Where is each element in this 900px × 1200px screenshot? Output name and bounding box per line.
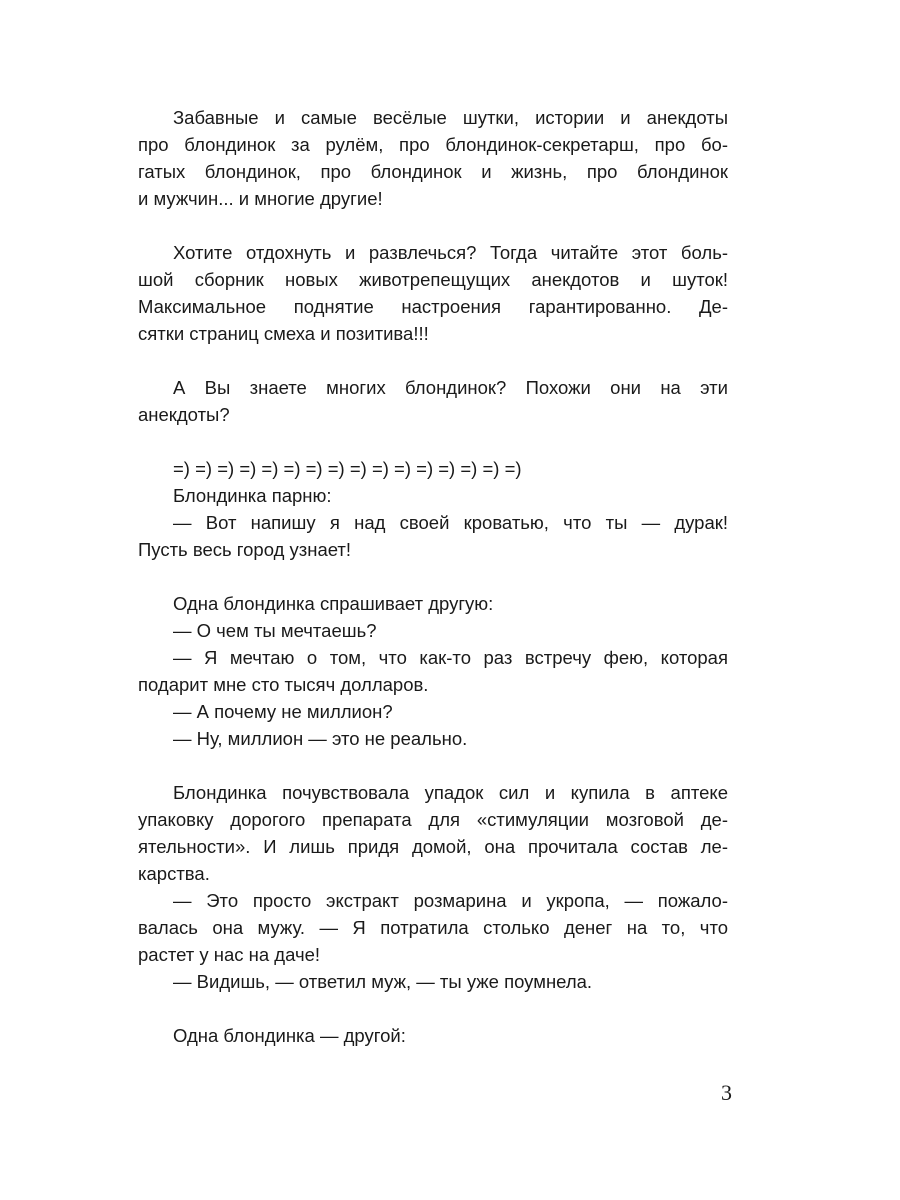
joke-4 xyxy=(138,1022,728,1049)
text-line: — Я мечтаю о том, что как-то раз встречу фею, которая xyxy=(173,647,728,668)
text-line: — Ну, миллион — это не реально. xyxy=(173,728,468,749)
paragraph-invitation xyxy=(138,239,728,347)
text-line: А Вы знаете многих блондинок? Похожи они на эти xyxy=(173,377,728,398)
text-line: карства. xyxy=(138,863,210,884)
text-line: ятельности». И лишь придя домой, она прочитала состав ле- xyxy=(138,836,728,857)
paragraph-question xyxy=(138,374,728,428)
joke-2 xyxy=(138,590,728,752)
joke-3 xyxy=(138,779,728,995)
text-line: про блондинок за рулём, про блондинок-секретарш, про бо- xyxy=(138,134,728,155)
joke-1 xyxy=(138,455,728,563)
text-line: анекдоты? xyxy=(138,404,230,425)
text-line: гатых блондинок, про блондинок и жизнь, про блондинок xyxy=(138,161,728,182)
text-line: Одна блондинка спрашивает другую: xyxy=(173,593,494,614)
text-line: Пусть весь город узнает! xyxy=(138,539,352,560)
text-line: — Это просто экстракт розмарина и укропа, — пожало- xyxy=(173,890,728,911)
text-line: растет у нас на даче! xyxy=(138,944,321,965)
text-line: — О чем ты мечтаешь? xyxy=(173,620,377,641)
text-line: упаковку дорогого препарата для «стимуляции мозговой де- xyxy=(138,809,728,830)
text-line: Одна блондинка — другой: xyxy=(173,1025,406,1046)
text-line: Блондинка парню: xyxy=(173,485,332,506)
text-line: — А почему не миллион? xyxy=(173,701,393,722)
page-text xyxy=(138,104,728,1049)
text-line: шой сборник новых животрепещущих анекдотов и шуток! xyxy=(138,269,728,290)
smiley-divider: =) =) =) =) =) =) =) =) =) =) =) =) =) =) =) =) xyxy=(173,458,522,479)
text-line: — Вот напишу я над своей кроватью, что ты — дурак! xyxy=(173,512,728,533)
text-line: Хотите отдохнуть и развлечься? Тогда читайте этот боль- xyxy=(173,242,728,263)
text-line: валась она мужу. — Я потратила столько денег на то, что xyxy=(138,917,728,938)
text-line: Блондинка почувствовала упадок сил и купила в аптеке xyxy=(173,782,728,803)
text-line: и мужчин... и многие другие! xyxy=(138,188,383,209)
text-line: Максимальное поднятие настроения гарантированно. Де- xyxy=(138,296,728,317)
text-line: подарит мне сто тысяч долларов. xyxy=(138,674,429,695)
page-number: 3 xyxy=(721,1080,732,1105)
text-line: Забавные и самые весёлые шутки, истории и анекдоты xyxy=(173,107,728,128)
paragraph-intro xyxy=(138,104,728,212)
text-line: — Видишь, — ответил муж, — ты уже поумнела. xyxy=(173,971,593,992)
text-line: сятки страниц смеха и позитива!!! xyxy=(138,323,429,344)
